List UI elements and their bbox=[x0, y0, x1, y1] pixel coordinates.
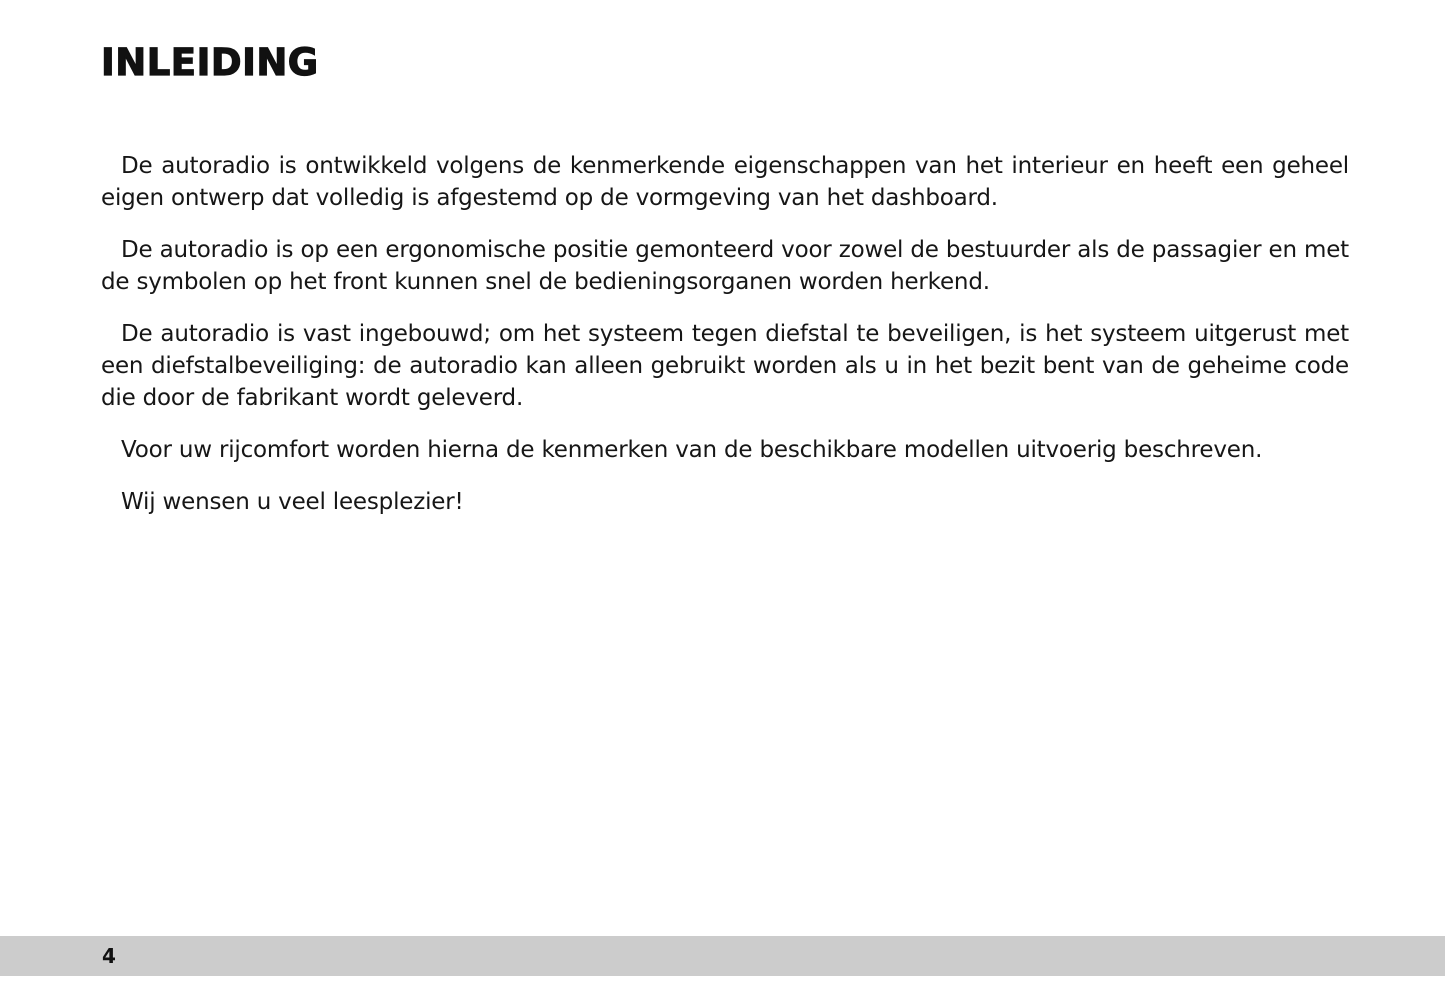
body-text bbox=[101, 150, 1349, 538]
paragraph-ergonomics: De autoradio is op een ergonomische positie gemonteerd voor zowel de bestuurder als de passagier en met de symbolen op het front kunnen snel de bedieningsorganen worden herkend. bbox=[101, 237, 1349, 295]
paragraph-theft-protection: De autoradio is vast ingebouwd; om het systeem tegen diefstal te beveiligen, is het systeem uitgerust met een diefstalbeveiliging: de autoradio kan alleen gebruikt worden als u in het bezit bent van de geheime code die door de fabrikant wordt geleverd. bbox=[101, 321, 1349, 411]
page-number: 4 bbox=[102, 944, 116, 968]
paragraph-intro: De autoradio is ontwikkeld volgens de kenmerkende eigenschappen van het interieur en heeft een geheel eigen ontwerp dat volledig is afgestemd op de vormgeving van het dashboard. bbox=[101, 153, 1349, 211]
page-title: INLEIDING bbox=[101, 41, 319, 84]
paragraph-comfort: Voor uw rijcomfort worden hierna de kenmerken van de beschikbare modellen uitvoerig beschreven. bbox=[121, 437, 1263, 463]
paragraph-closing: Wij wensen u veel leesplezier! bbox=[121, 489, 464, 515]
footer-band bbox=[0, 936, 1445, 976]
